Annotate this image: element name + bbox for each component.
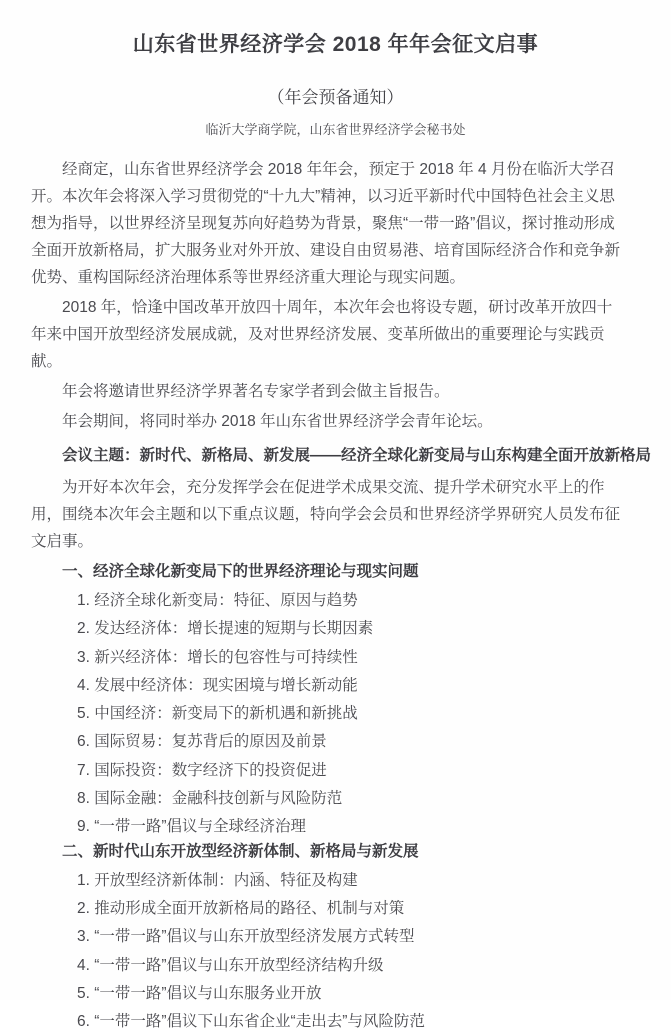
page-title: 山东省世界经济学会 2018 年年会征文启事	[132, 33, 539, 56]
paragraph-1: 经商定，山东省世界经济学会 2018 年年会，预定于 2018 年 4 月份在临沂大学召开。本次年会将深入学习贯彻党的“十九大”精神，以习近平新时代中国特色社会主义思想为指导，以世界经济呈现复苏向好趋势为背景，聚焦“一带一路”倡议，探讨推动形成全面开放新格局，扩大服务业对外开放、建设自由贸易港、培育国际经济合作和竞争新优势、重构国际经济治理体系等世界经济重大理论与现实问题。	[31, 161, 621, 286]
section-2	[31, 838, 623, 1036]
paragraph-2: 2018 年，恰逢中国改革开放四十周年，本次年会也将设专题，研讨改革开放四十年来中国开放型经济发展成就，及对世界经济发展、变革所做出的重要理论与实践贡献。	[31, 299, 613, 370]
section-1	[31, 558, 623, 842]
section-1-heading: 一、经济全球化新变局下的世界经济理论与现实问题	[62, 563, 419, 580]
topic-item: 3. “一带一路”倡议与山东开放型经济发展方式转型	[77, 928, 415, 946]
topic-item: 6. 国际贸易：复苏背后的原因及前景	[77, 733, 327, 751]
paragraph-4: 年会期间，将同时举办 2018 年山东省世界经济学会青年论坛。	[62, 413, 493, 430]
paragraph-3: 年会将邀请世界经济学界著名专家学者到会做主旨报告。	[62, 383, 450, 400]
topic-item: 3. 新兴经济体：增长的包容性与可持续性	[77, 648, 358, 666]
topic-item: 6. “一带一路”倡议下山东省企业“走出去”与风险防范	[77, 1013, 425, 1031]
topic-item: 1. 开放型经济新体制：内涵、特征及构建	[77, 871, 358, 889]
document-body	[31, 156, 652, 1036]
topic-item: 9. “一带一路”倡议与全球经济治理	[77, 818, 307, 836]
topic-item: 5. “一带一路”倡议与山东服务业开放	[77, 984, 322, 1002]
topic-item: 8. 国际金融：金融科技创新与风险防范	[77, 790, 343, 808]
section-1-topic-list	[31, 587, 623, 842]
topic-item: 2. 推动形成全面开放新格局的路径、机制与对策	[77, 899, 405, 917]
section-2-heading: 二、新时代山东开放型经济新体制、新格局与新发展	[62, 842, 419, 860]
section-2-topic-list	[31, 867, 623, 1036]
topic-item: 5. 中国经济：新变局下的新机遇和新挑战	[77, 705, 358, 723]
conference-theme-heading: 会议主题：新时代、新格局、新发展——经济全球化新变局与山东构建全面开放新格局	[62, 447, 652, 464]
topic-item: 1. 经济全球化新变局：特征、原因与趋势	[77, 592, 358, 609]
topic-item: 4. 发展中经济体：现实困境与增长新动能	[77, 676, 358, 694]
call-for-papers-paragraph: 为开好本次年会，充分发挥学会在促进学术成果交流、提升学术研究水平上的作用，围绕本次年会主题和以下重点议题，特向学会会员和世界经济学界研究人员发布征文启事。	[31, 479, 621, 550]
topic-item: 2. 发达经济体：增长提速的短期与长期因素	[77, 620, 374, 638]
topic-item: 7. 国际投资：数字经济下的投资促进	[77, 761, 327, 779]
topic-item: 4. “一带一路”倡议与山东开放型经济结构升级	[77, 956, 384, 974]
byline: 临沂大学商学院，山东省世界经济学会秘书处	[205, 122, 466, 137]
page-subtitle: （年会预备通知）	[267, 88, 404, 107]
